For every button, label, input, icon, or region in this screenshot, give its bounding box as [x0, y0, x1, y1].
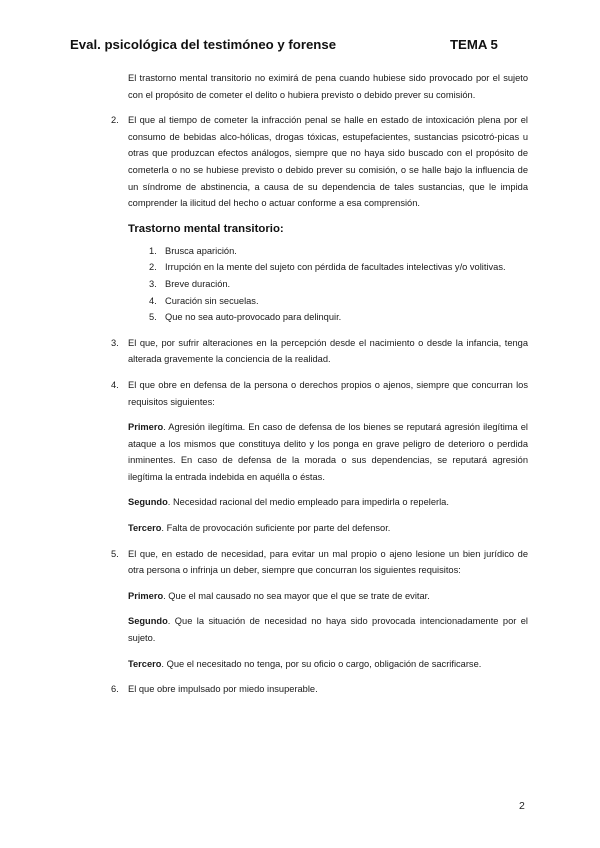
criteria-item: [149, 276, 528, 293]
criteria-item: [149, 259, 528, 276]
criteria-item: [149, 243, 528, 260]
topic-label: TEMA 5: [450, 37, 498, 52]
criteria-item: [149, 309, 528, 326]
page-header: [70, 37, 530, 55]
list-item-6: [111, 681, 528, 698]
requirement-label: Primero: [128, 590, 164, 601]
list-item-text: El que obre en defensa de la persona o derechos propios o ajenos, siempre que concurran los requisitos siguientes:: [128, 379, 528, 407]
list-item-text: El que, por sufrir alteraciones en la percepción desde el nacimiento o desde la infancia, tenga alterada gravemente la conciencia de la realidad.: [128, 337, 528, 365]
page-number: 2: [519, 800, 525, 812]
criteria-number: 1.: [149, 245, 157, 256]
intro-paragraph: El trastorno mental transitorio no eximirá de pena cuando hubiese sido provocado por el sujeto con el propósito de cometer el delito o hubiera previsto o debido prever su comisión.: [128, 73, 528, 100]
list-item-text: El que al tiempo de cometer la infracción penal se halle en estado de intoxicación plena por el consumo de bebidas alco-hólicas, drogas tóxicas, estupefacientes, sustancias psicotró-picas u otras que produzcan efectos análogos, siempre que no haya sido buscado con el propósito de cometerla o no se hubiese previsto o debido prever su comisión, o se halle bajo la influencia de un síndrome de abstinencia, a causa de su dependencia de tales sustancias, que le impida comprender la ilicitud del hecho o actuar conforme a esa comprensión.: [128, 115, 528, 209]
list-item-2: [111, 112, 528, 212]
list-number: 3.: [111, 337, 119, 348]
list-number: 6.: [111, 684, 119, 695]
requirement-paragraph: [128, 613, 528, 646]
criteria-number: 4.: [149, 295, 157, 306]
list-item-text: El que, en estado de necesidad, para evitar un mal propio o ajeno lesione un bien jurídico de otra persona o infrinja un deber, siempre que concurran los siguientes requisitos:: [128, 548, 528, 576]
criteria-number: 2.: [149, 262, 157, 273]
requirement-paragraph: [128, 419, 528, 485]
criteria-text: Curación sin secuelas.: [165, 295, 259, 306]
list-number: 5.: [111, 548, 119, 559]
list-number: 2.: [111, 115, 119, 126]
requirement-label: Tercero: [128, 523, 162, 534]
criteria-text: Breve duración.: [165, 278, 231, 289]
criteria-number: 3.: [149, 278, 157, 289]
requirement-paragraph: [128, 494, 528, 511]
criteria-text: Que no sea auto-provocado para delinquir.: [165, 312, 342, 323]
requirement-text: . Falta de provocación suficiente por parte del defensor.: [161, 523, 391, 534]
requirement-paragraph: [128, 588, 528, 605]
requirement-paragraph: [128, 656, 528, 673]
document-title: Eval. psicológica del testimóneo y forense: [70, 37, 337, 52]
list-number: 4.: [111, 379, 119, 390]
list-item-5: [111, 546, 528, 673]
requirement-label: Segundo: [128, 616, 168, 627]
criteria-text: Irrupción en la mente del sujeto con pérdida de facultades intelectivas y/o volitivas.: [165, 262, 506, 273]
criteria-text: Brusca aparición.: [165, 245, 237, 256]
criteria-number: 5.: [149, 312, 157, 323]
requirement-text: . Que el necesitado no tenga, por su oficio o cargo, obligación de sacrificarse.: [161, 658, 482, 669]
requirement-text: . Que el mal causado no sea mayor que el que se trate de evitar.: [163, 590, 430, 601]
list-item-3: [111, 335, 528, 368]
document-body: [111, 70, 528, 698]
section-heading: Trastorno mental transitorio:: [128, 222, 284, 235]
criteria-list: [128, 243, 528, 326]
requirement-text: . Necesidad racional del medio empleado para impedirla o repelerla.: [167, 497, 449, 508]
requirement-label: Segundo: [128, 497, 168, 508]
requirement-paragraph: [128, 520, 528, 537]
criteria-item: [149, 293, 528, 310]
list-item-4: [111, 377, 528, 537]
list-item-text: El que obre impulsado por miedo insuperable.: [128, 684, 318, 695]
requirement-label: Tercero: [128, 658, 162, 669]
requirement-label: Primero: [128, 422, 164, 433]
requirement-text: . Que la situación de necesidad no haya sido provocada intencionadamente por el sujeto.: [128, 616, 528, 644]
requirement-text: . Agresión ilegítima. En caso de defensa de los bienes se reputará agresión ilegítima el ataque a los mismos que constituya delito y los ponga en grave peligro de deterioro o perdida inminentes. En caso de defensa de la morada o sus dependencias, se reputará agresión ilegítima la entrada indebida en aquélla o éstas.: [128, 422, 528, 482]
